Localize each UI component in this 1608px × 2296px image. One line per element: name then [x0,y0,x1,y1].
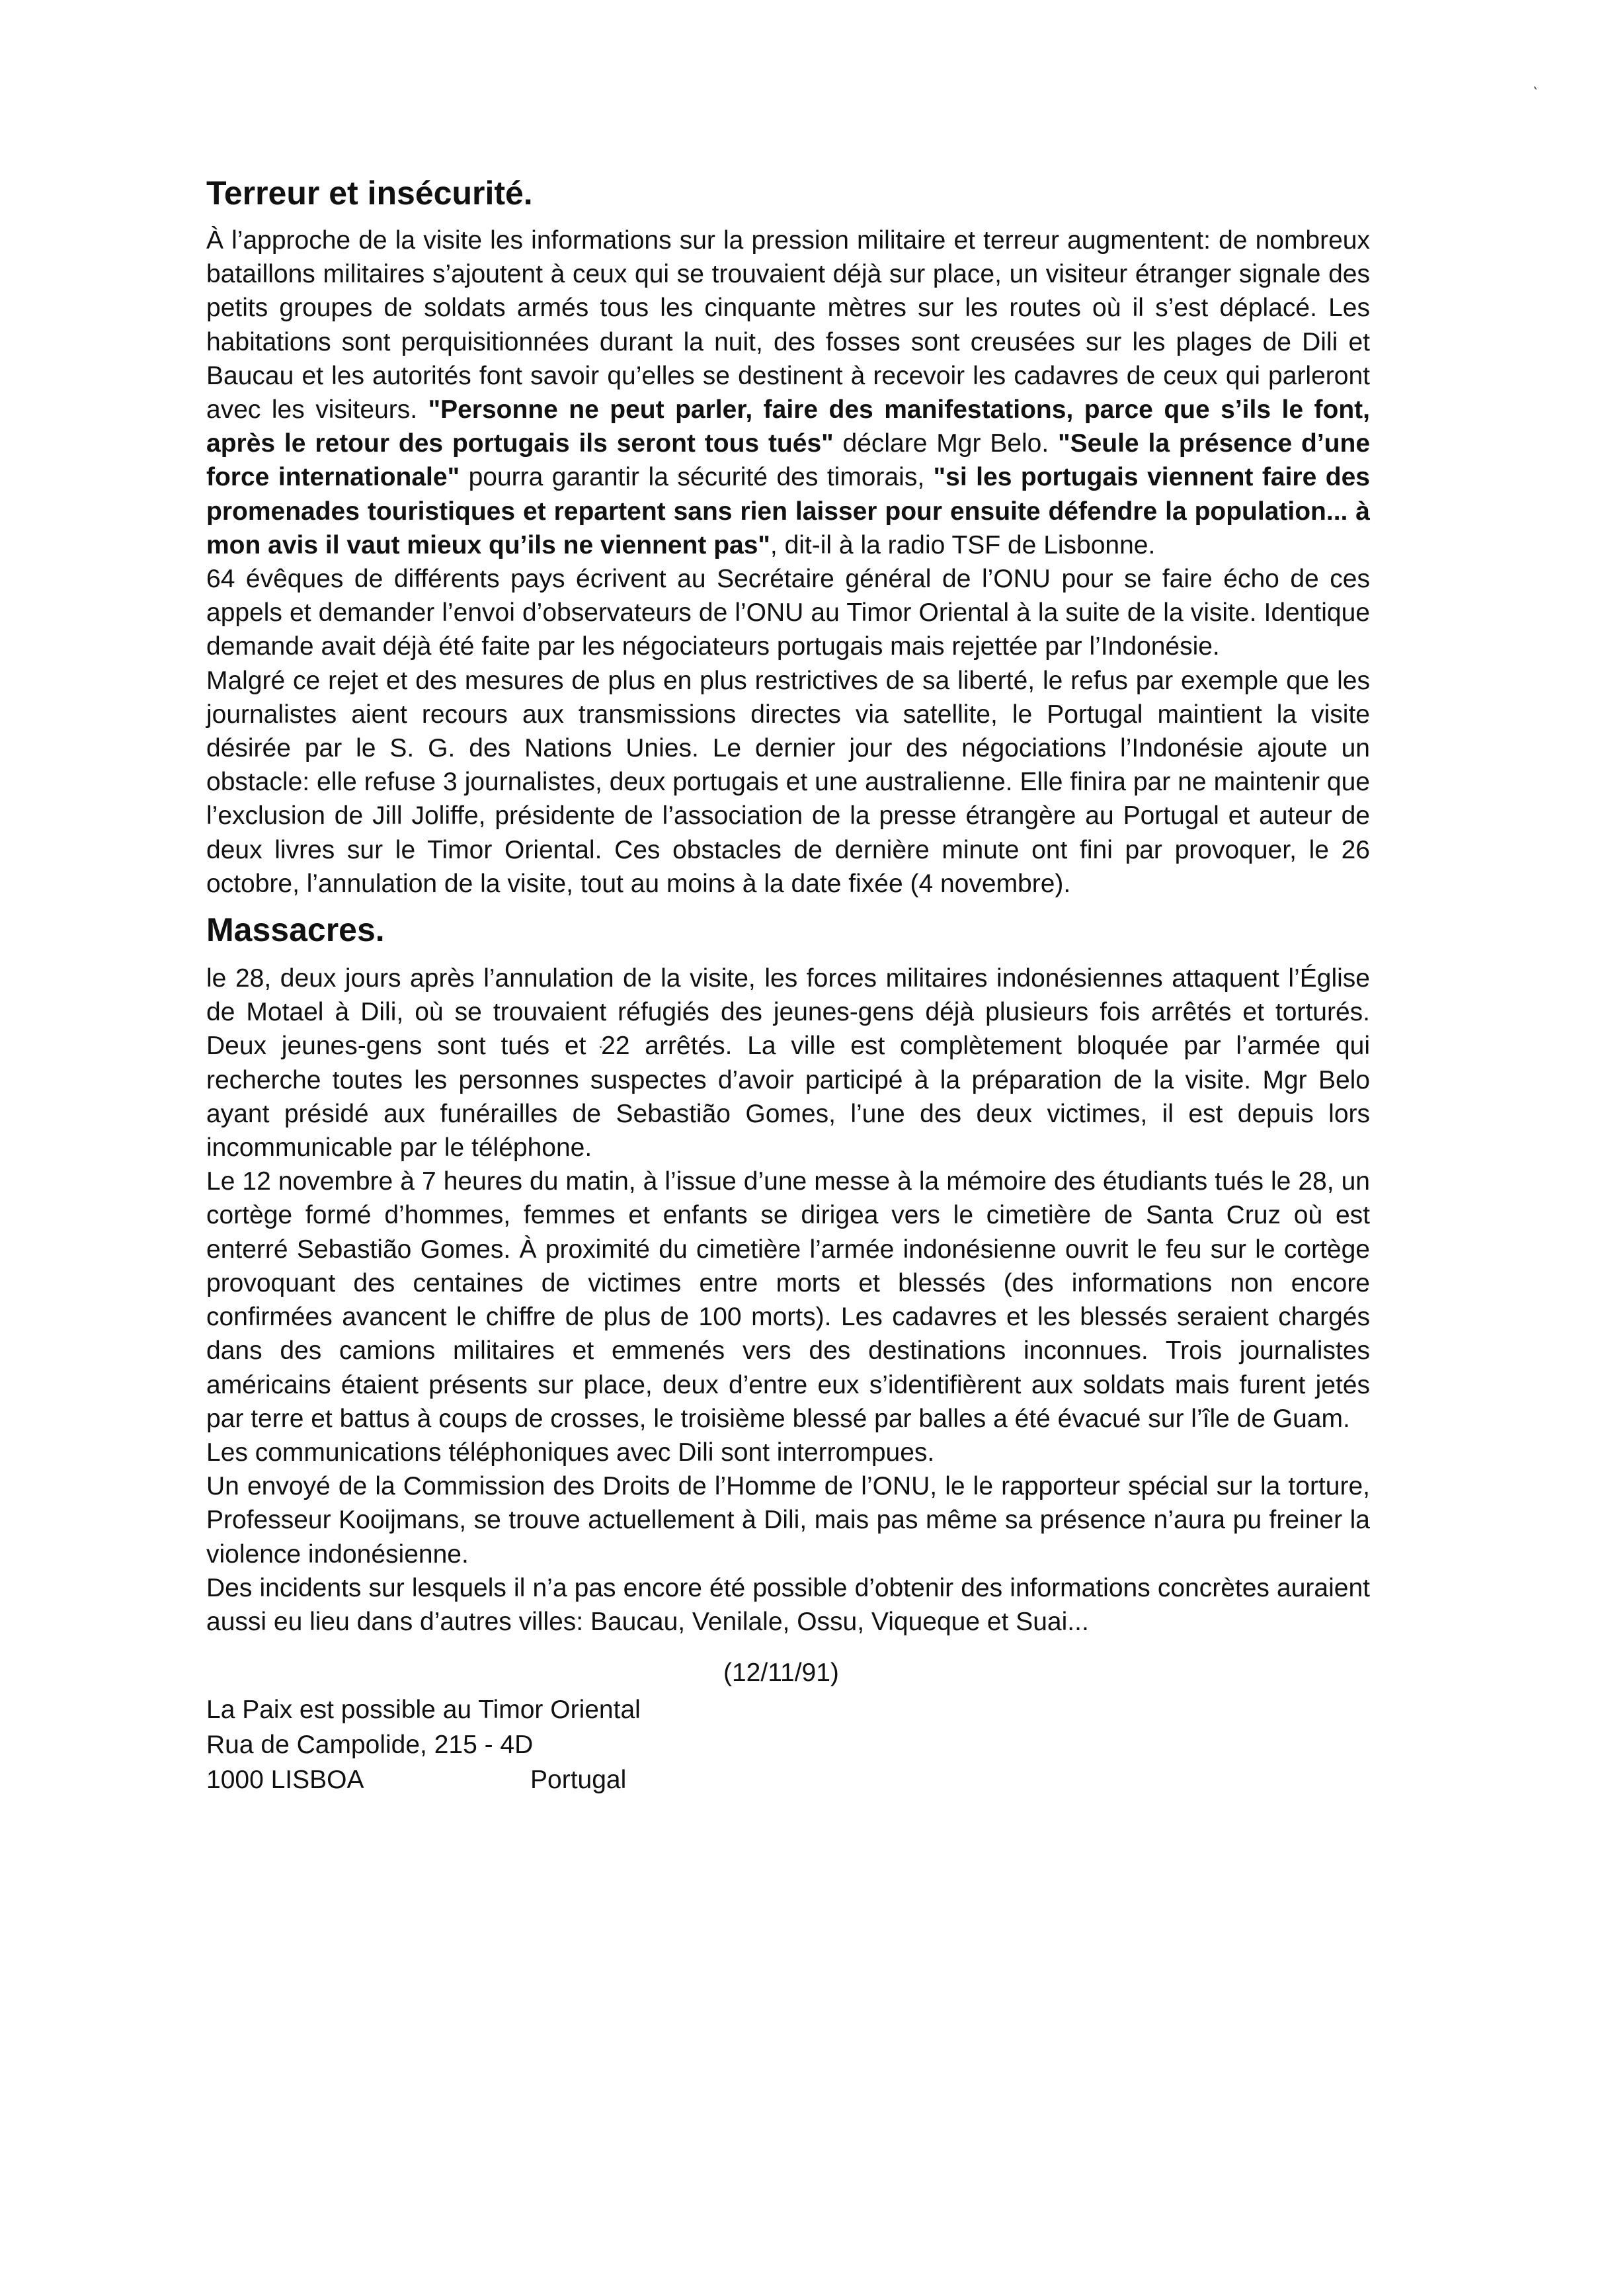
text-segment: pourra garantir la sécurité des timorais, [460,463,934,492]
scan-mark [1533,86,1537,90]
quote-segment: "Personne ne peut parler, faire des manifestations, parce que s’ils le font, après le retour des portugais ils seront tous tués" [206,395,1370,458]
paragraph-terreur-2: 64 évêques de différents pays écrivent au Secrétaire général de l’ONU pour se faire écho de ces appels et demander l’envoi d’observateurs de l’ONU au Timor Oriental à la suite de la visite. Identique demande avait déjà été faite par les négociateurs portugais mais rejettée par l’Indonésie. [206,565,1370,661]
address-city: 1000 LISBOA [206,1766,364,1795]
paragraph-massacres-5: Des incidents sur lesquels il n’a pas encore été possible d’obtenir des informations concrètes auraient aussi eu lieu dans d’autres villes: Baucau, Venilale, Ossu, Viqueque et Suai... [206,1573,1370,1636]
section-heading-massacres: Massacres. [206,911,385,949]
document-date: (12/11/91) [723,1659,839,1688]
address-street: Rua de Campolide, 215 - 4D [206,1731,534,1760]
paragraph-massacres-4: Un envoyé de la Commission des Droits de l’Homme de l’ONU, le le rapporteur spécial sur la torture, Professeur Kooijmans, se trouve actuellement à Dili, mais pas même sa présence n’aura pu freiner la violence indonésienne. [206,1472,1370,1569]
text-segment: À l’approche de la visite les informations sur la pression militaire et terreur augmentent: de nombreux bataillons militaires s’ajoutent à ceux qui se trouvaient déjà sur place, un visiteur étranger signale des petits groupes de soldats armés tous les cinquante mètres sur les routes où il s’est déplacé. Les habitations sont perquisitionnées durant la nuit, des fosses sont creusées sur les plages de Dili et Baucau et les autorités font savoir qu’elles se destinent à recevoir les cadavres de ceux qui parleront avec les visiteurs. [206,226,1370,425]
text-segment: déclare Mgr Belo. [833,429,1059,458]
sender-address [206,1692,1370,1797]
paragraph-terreur-1 [206,224,1370,562]
address-city-line [206,1762,1370,1797]
document-body [206,173,1370,1797]
text-segment: , dit-il à la radio TSF de Lisbonne. [770,530,1156,559]
quote-segment: "Seule la présence d’une force internationale" [206,429,1371,492]
quote-segment: "si les portugais viennent faire des promenades touristiques et repartent sans rien laisser pour ensuite défendre la population... à mon avis il vaut mieux qu’ils ne viennent pas" [206,463,1371,559]
paragraph-massacres-2: Le 12 novembre à 7 heures du matin, à l’issue d’une messe à la mémoire des étudiants tués le 28, un cortège formé d’hommes, femmes et enfants se dirigea vers le cimetière de Santa Cruz où est enterré Sebastião Gomes. À proximité du cimetière l’armée indonésienne ouvrit le feu sur le cortège provoquant des centaines de victimes entre morts et blessés (des informations non encore confirmées avancent le chiffre de plus de 100 morts). Les cadavres et les blessés seraient chargés dans des camions militaires et emmenés vers des destinations inconnues. Trois journalistes américains étaient présents sur place, deux d’entre eux s’identifièrent aux soldats mais furent jetés par terre et battus à coups de crosses, le troisième blessé par balles a été évacué sur l’île de Guam. [206,1167,1370,1433]
paragraph-massacres-1: le 28, deux jours après l’annulation de la visite, les forces militaires indonésiennes attaquent l’Église de Motael à Dili, où se trouvaient réfugiés des jeunes-gens déjà plusieurs fois arrêtés et torturés. Deux jeunes-gens sont tués et 22 arrêtés. La ville est complètement bloquée par l’armée qui recherche toutes les personnes suspectes d’avoir participé à la préparation de la visite. Mgr Belo ayant présidé aux funérailles de Sebastião Gomes, l’une des deux victimes, il est depuis lors incommunicable par le téléphone. [206,964,1370,1163]
address-country: Portugal [530,1766,627,1795]
section-heading-terreur: Terreur et insécurité. [206,175,533,212]
paragraph-terreur-3: Malgré ce rejet et des mesures de plus en plus restrictives de sa liberté, le refus par exemple que les journalistes aient recours aux transmissions directes via satellite, le Portugal maintient la visite désirée par le S. G. des Nations Unies. Le dernier jour des négociations l’Indonésie ajoute un obstacle: elle refuse 3 journalistes, deux portugais et une australienne. Elle finira par ne maintenir que l’exclusion de Jill Joliffe, présidente de l’association de la presse étrangère au Portugal et auteur de deux livres sur le Timor Oriental. Ces obstacles de dernière minute ont fini par provoquer, le 26 octobre, l’annulation de la visite, tout au moins à la date fixée (4 novembre). [206,666,1370,898]
address-organization: La Paix est possible au Timor Oriental [206,1696,641,1725]
paragraph-massacres-3: Les communications téléphoniques avec Dili sont interrompues. [206,1438,935,1467]
